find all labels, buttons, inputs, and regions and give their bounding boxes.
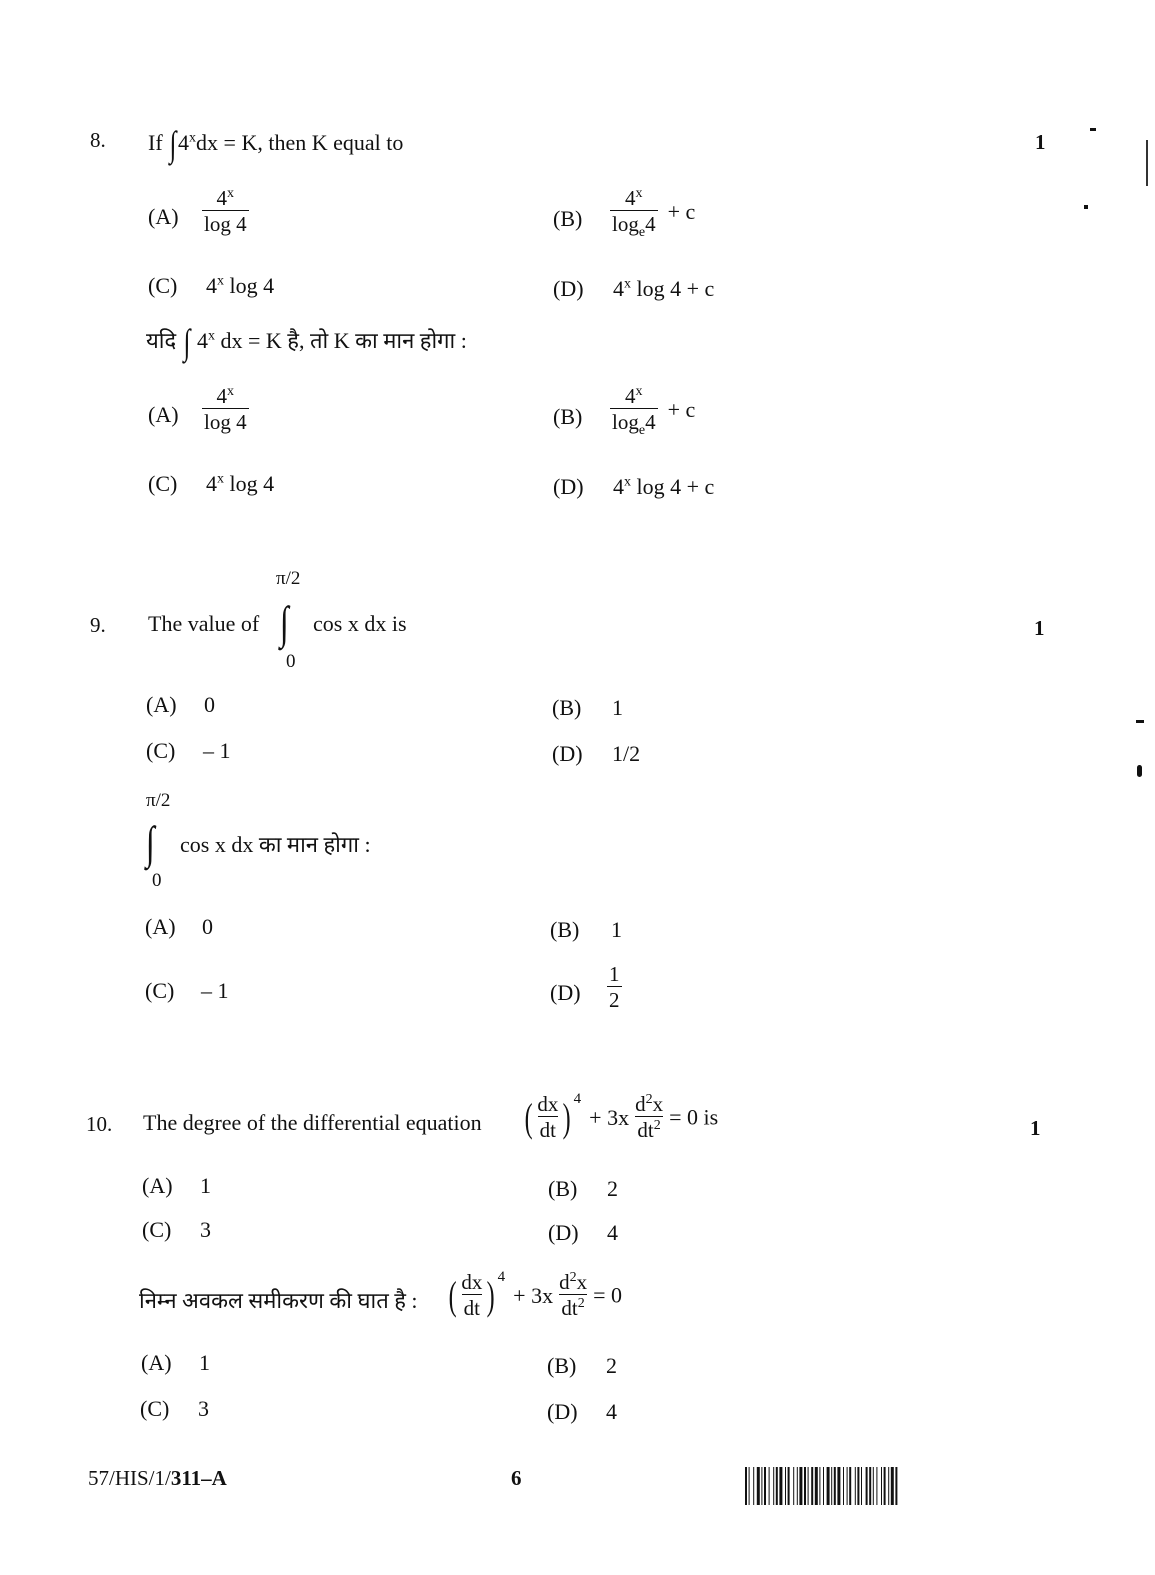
barcode-bar <box>773 1467 774 1505</box>
barcode-bar <box>873 1467 874 1505</box>
q9-en-post: cos x dx is <box>313 611 407 636</box>
barcode-bar <box>764 1467 766 1505</box>
q10-number: 10. <box>86 1112 113 1136</box>
q8-en-option-d-label: (D) <box>553 276 584 301</box>
q10-en-option-d: 4 <box>607 1220 618 1245</box>
barcode-bar <box>861 1467 862 1505</box>
barcode-bar <box>761 1467 762 1505</box>
q9-upper-limit: π/2 <box>276 568 301 589</box>
q8-en-option-b-label: (B) <box>553 206 583 231</box>
q9-en-option-b-label: (B) <box>552 695 582 720</box>
q9-lower-limit: 0 <box>286 651 296 672</box>
q9-hi-option-b: 1 <box>611 917 622 942</box>
integral-icon: ∫ <box>279 597 289 648</box>
q10-hi-option-b: 2 <box>606 1353 617 1378</box>
q10-hi-option-d: 4 <box>606 1399 617 1424</box>
barcode-bar <box>876 1467 877 1505</box>
q8-en-option-c: 4$^x$ log 4 <box>206 273 275 298</box>
q8-en-option-b: $\frac{4^x}{\log_e4}$ + c <box>612 186 696 241</box>
barcode-bar <box>857 1467 859 1505</box>
barcode-bar <box>866 1467 868 1505</box>
barcode-bar <box>815 1467 818 1505</box>
barcode-bar <box>847 1467 848 1505</box>
barcode-bar <box>749 1467 750 1505</box>
q8-number: 8. <box>90 128 106 152</box>
q9-marks: 1 <box>1034 616 1045 640</box>
page-number: 6 <box>511 1466 522 1490</box>
q9-en-option-c-label: (C) <box>146 738 176 763</box>
integral-icon: ∫ <box>183 322 191 362</box>
q8-en-exp: x <box>189 130 197 146</box>
q8-hi-pre: यदि <box>146 328 177 353</box>
q8-hi-option-b-label: (B) <box>553 404 583 429</box>
q8-en-base: 4 <box>178 130 190 155</box>
barcode-bar <box>788 1467 790 1505</box>
barcode-bar <box>819 1467 820 1505</box>
q8-en-option-d: 4$^x$ log 4 + c <box>613 276 715 301</box>
scan-mark <box>1136 720 1144 723</box>
q8-hi-option-a-label: (A) <box>148 402 179 427</box>
q8-hi-option-c: 4$^x$ log 4 <box>206 471 275 496</box>
barcode-bar <box>811 1467 813 1505</box>
q10-en-option-b: 2 <box>607 1176 618 1201</box>
paper-code: 57/HIS/1/311–A <box>88 1466 227 1490</box>
q9-hi-option-d: $\frac{1}{2}$ <box>609 962 620 1012</box>
q9-en-pre: The value of <box>148 611 260 636</box>
integral-icon: ∫ <box>145 817 155 868</box>
q10-en-option-a-label: (A) <box>142 1173 173 1198</box>
barcode-bar <box>793 1467 794 1505</box>
q8-en-pre: If <box>148 130 163 155</box>
barcode-bar <box>837 1467 840 1505</box>
q9-en-option-d: 1/2 <box>612 741 641 766</box>
q10-hi-option-a-label: (A) <box>141 1350 172 1375</box>
barcode-bar <box>808 1467 809 1505</box>
barcode-bar <box>831 1467 832 1505</box>
q8-hi-option-d-label: (D) <box>553 474 584 499</box>
q9-en-option-b: 1 <box>612 695 623 720</box>
q9-hi-option-c: – 1 <box>201 978 229 1003</box>
barcode-bar <box>834 1467 836 1505</box>
barcode-bar <box>776 1467 778 1505</box>
q9-en-option-a: 0 <box>204 692 215 717</box>
q10-marks: 1 <box>1030 1116 1041 1140</box>
q8-hi-option-a: $\frac{4^x}{\log 4}$ <box>204 384 247 434</box>
q9-en-option-c: – 1 <box>203 738 231 763</box>
q10-en-option-c: 3 <box>200 1217 211 1242</box>
barcode-bar <box>843 1467 844 1505</box>
q8-marks: 1 <box>1035 130 1046 154</box>
barcode <box>745 1467 1045 1507</box>
q8-en-option-c-label: (C) <box>148 273 178 298</box>
barcode-bar <box>804 1467 806 1505</box>
q10-hi-option-c-label: (C) <box>140 1396 170 1421</box>
barcode-bar <box>779 1467 782 1505</box>
scan-mark <box>1090 128 1096 131</box>
q8-hi-option-b: $\frac{4^x}{\log_e4}$ + c <box>612 384 696 439</box>
barcode-bar <box>753 1467 754 1505</box>
q8-question-hi: यदि ∫ 4$^x$ dx = K है, तो K का मान होगा : <box>146 322 467 362</box>
integral-icon: ∫ <box>169 124 177 164</box>
q9-hi-option-d-label: (D) <box>550 980 581 1005</box>
q10-hi-pre: निम्न अवकल समीकरण की घात है : <box>139 1288 418 1313</box>
q10-hi-equation: ( $\frac{dx}{dt}$ ) $^4$ + 3x $\frac{d^2x}{dt^2}$ = 0 <box>448 1269 622 1320</box>
barcode-bar <box>797 1467 798 1505</box>
barcode-bar <box>855 1467 856 1505</box>
barcode-bar <box>888 1467 889 1505</box>
barcode-bar <box>895 1467 897 1505</box>
q8-en-post: dx = K, then K equal to <box>196 130 404 155</box>
scan-mark <box>1084 205 1088 209</box>
q10-hi-option-b-label: (B) <box>547 1353 577 1378</box>
scan-mark <box>1146 140 1148 186</box>
q9-en-option-d-label: (D) <box>552 741 583 766</box>
q8-en-option-a-label: (A) <box>148 204 179 229</box>
q9-hi-upper-limit: π/2 <box>146 790 171 811</box>
q9-hi-option-b-label: (B) <box>550 917 580 942</box>
barcode-bar <box>769 1467 770 1505</box>
barcode-bar <box>757 1467 760 1505</box>
q8-en-option-a: $\frac{4^x}{\log 4}$ <box>204 186 247 236</box>
q10-en-pre: The degree of the differential equation <box>143 1110 482 1135</box>
barcode-bar <box>869 1467 871 1505</box>
q9-hi-option-a: 0 <box>202 914 213 939</box>
q8-hi-option-d: 4$^x$ log 4 + c <box>613 474 715 499</box>
q9-question-hi: cos x dx का मान होगा : <box>180 832 371 857</box>
barcode-bar <box>881 1467 882 1505</box>
barcode-bar <box>827 1467 830 1505</box>
barcode-bar <box>745 1467 747 1505</box>
q9-hi-lower-limit: 0 <box>152 870 162 891</box>
q10-en-option-a: 1 <box>200 1173 211 1198</box>
barcode-bar <box>891 1467 894 1505</box>
barcode-bar <box>799 1467 802 1505</box>
q10-hi-option-a: 1 <box>199 1350 210 1375</box>
scan-mark <box>1137 765 1142 777</box>
q8-hi-option-c-label: (C) <box>148 471 178 496</box>
q9-hi-option-a-label: (A) <box>145 914 176 939</box>
barcode-bar <box>884 1467 886 1505</box>
q8-question-en <box>148 126 403 162</box>
q10-hi-option-c: 3 <box>198 1396 209 1421</box>
q10-en-equation: ( $\frac{dx}{dt}$ ) $^4$ + 3x $\frac{d^2x}{dt^2}$ = 0 is <box>524 1091 719 1142</box>
barcode-bar <box>823 1467 824 1505</box>
q9-hi-option-c-label: (C) <box>145 978 175 1003</box>
q9-en-option-a-label: (A) <box>146 692 177 717</box>
q10-en-option-c-label: (C) <box>142 1217 172 1242</box>
barcode-bar <box>849 1467 851 1505</box>
q10-hi-option-d-label: (D) <box>547 1399 578 1424</box>
q9-number: 9. <box>90 613 106 637</box>
barcode-bar <box>785 1467 786 1505</box>
q10-en-option-b-label: (B) <box>548 1176 578 1201</box>
q10-en-option-d-label: (D) <box>548 1220 579 1245</box>
